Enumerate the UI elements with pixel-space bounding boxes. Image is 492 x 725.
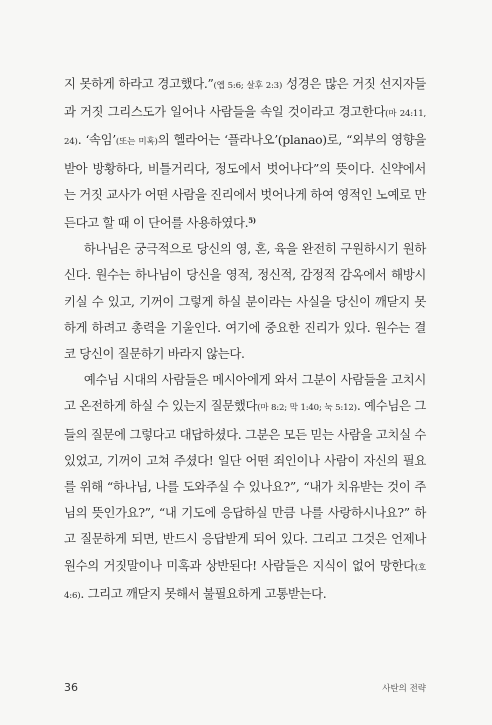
scripture-reference: (마 8:2; 막 1:40; 눅 5:12) [257,403,357,414]
body-text [64,71,426,609]
page-number: 36 [64,681,78,694]
paragraph [64,367,426,609]
text-run: . 예수님은 그들의 질문에 그렇다고 대답하셨다. 그분은 모든 믿는 사람을 고치실 수 있었고, 기꺼이 고쳐 주셨다! 일단 어떤 죄인이나 사람이 자신의 필요를 위해 “하나님, 나를 도와주실 수 있나요?”, “내가 치유받는 것이 주님의 뜻인가요?”, “내 기도에 응답하실 만큼 나를 사랑하시나요?” 하고 질문하게 되면, 반드시 응답받게 되어 있다. 그리고 그것은 언제나 원수의 거짓말이나 미혹과 상반된다! 사람들은 지식이 없어 망한다 [64,398,427,573]
text-run: 하나님은 궁극적으로 당신의 영, 혼, 육을 완전히 구원하시기 원하신다. 원수는 하나님이 당신을 영적, 정신적, 감정적 감옥에서 해방시키실 수 있고, 기꺼이 그렇게 하실 분이라는 사실을 당신이 깨닫지 못하게 하려고 총력을 기울인다. 여기에 중요한 진리가 있다. 원수는 결코 당신이 질문하기 바라지 않는다. [64,241,426,362]
scripture-reference: (또는 미혹) [115,137,158,148]
paragraph [64,71,426,236]
text-run: 성경은 많은 거짓 선지자들과 거짓 그리스도가 일어나 사람들을 속일 것이라고 경고한다 [64,76,426,120]
footnote-marker: 5) [248,216,256,226]
text-run: 지 못하게 하라고 경고했다.” [64,76,214,91]
text-run: . 그리고 깨닫지 못해서 불필요하게 고통받는다. [80,585,327,601]
text-run: . ‘속임’ [77,132,116,148]
scripture-reference: (마 24:11, 24) [64,109,426,148]
scripture-reference: (호 4:6) [64,562,426,601]
paragraph [64,236,426,367]
running-footer-title: 사탄의 전략 [382,684,426,694]
scripture-reference: (엡 5:6; 살후 2:3) [213,81,283,91]
text-run: 예수님 시대의 사람들은 메시아에게 와서 그분이 사람들을 고치시고 온전하게 하실 수 있는지 질문했다 [64,372,426,414]
text-run: 의 헬라어는 ‘플라나오’(planao)로, “외부의 영향을 받아 방황하다, 비틀거리다, 정도에서 벗어나다”의 뜻이다. 신약에서는 거짓 교사가 어떤 사람을 진리에서 벗어나게 하여 영적인 노예로 만든다고 할 때 이 단어를 사용하였다. [64,132,426,231]
